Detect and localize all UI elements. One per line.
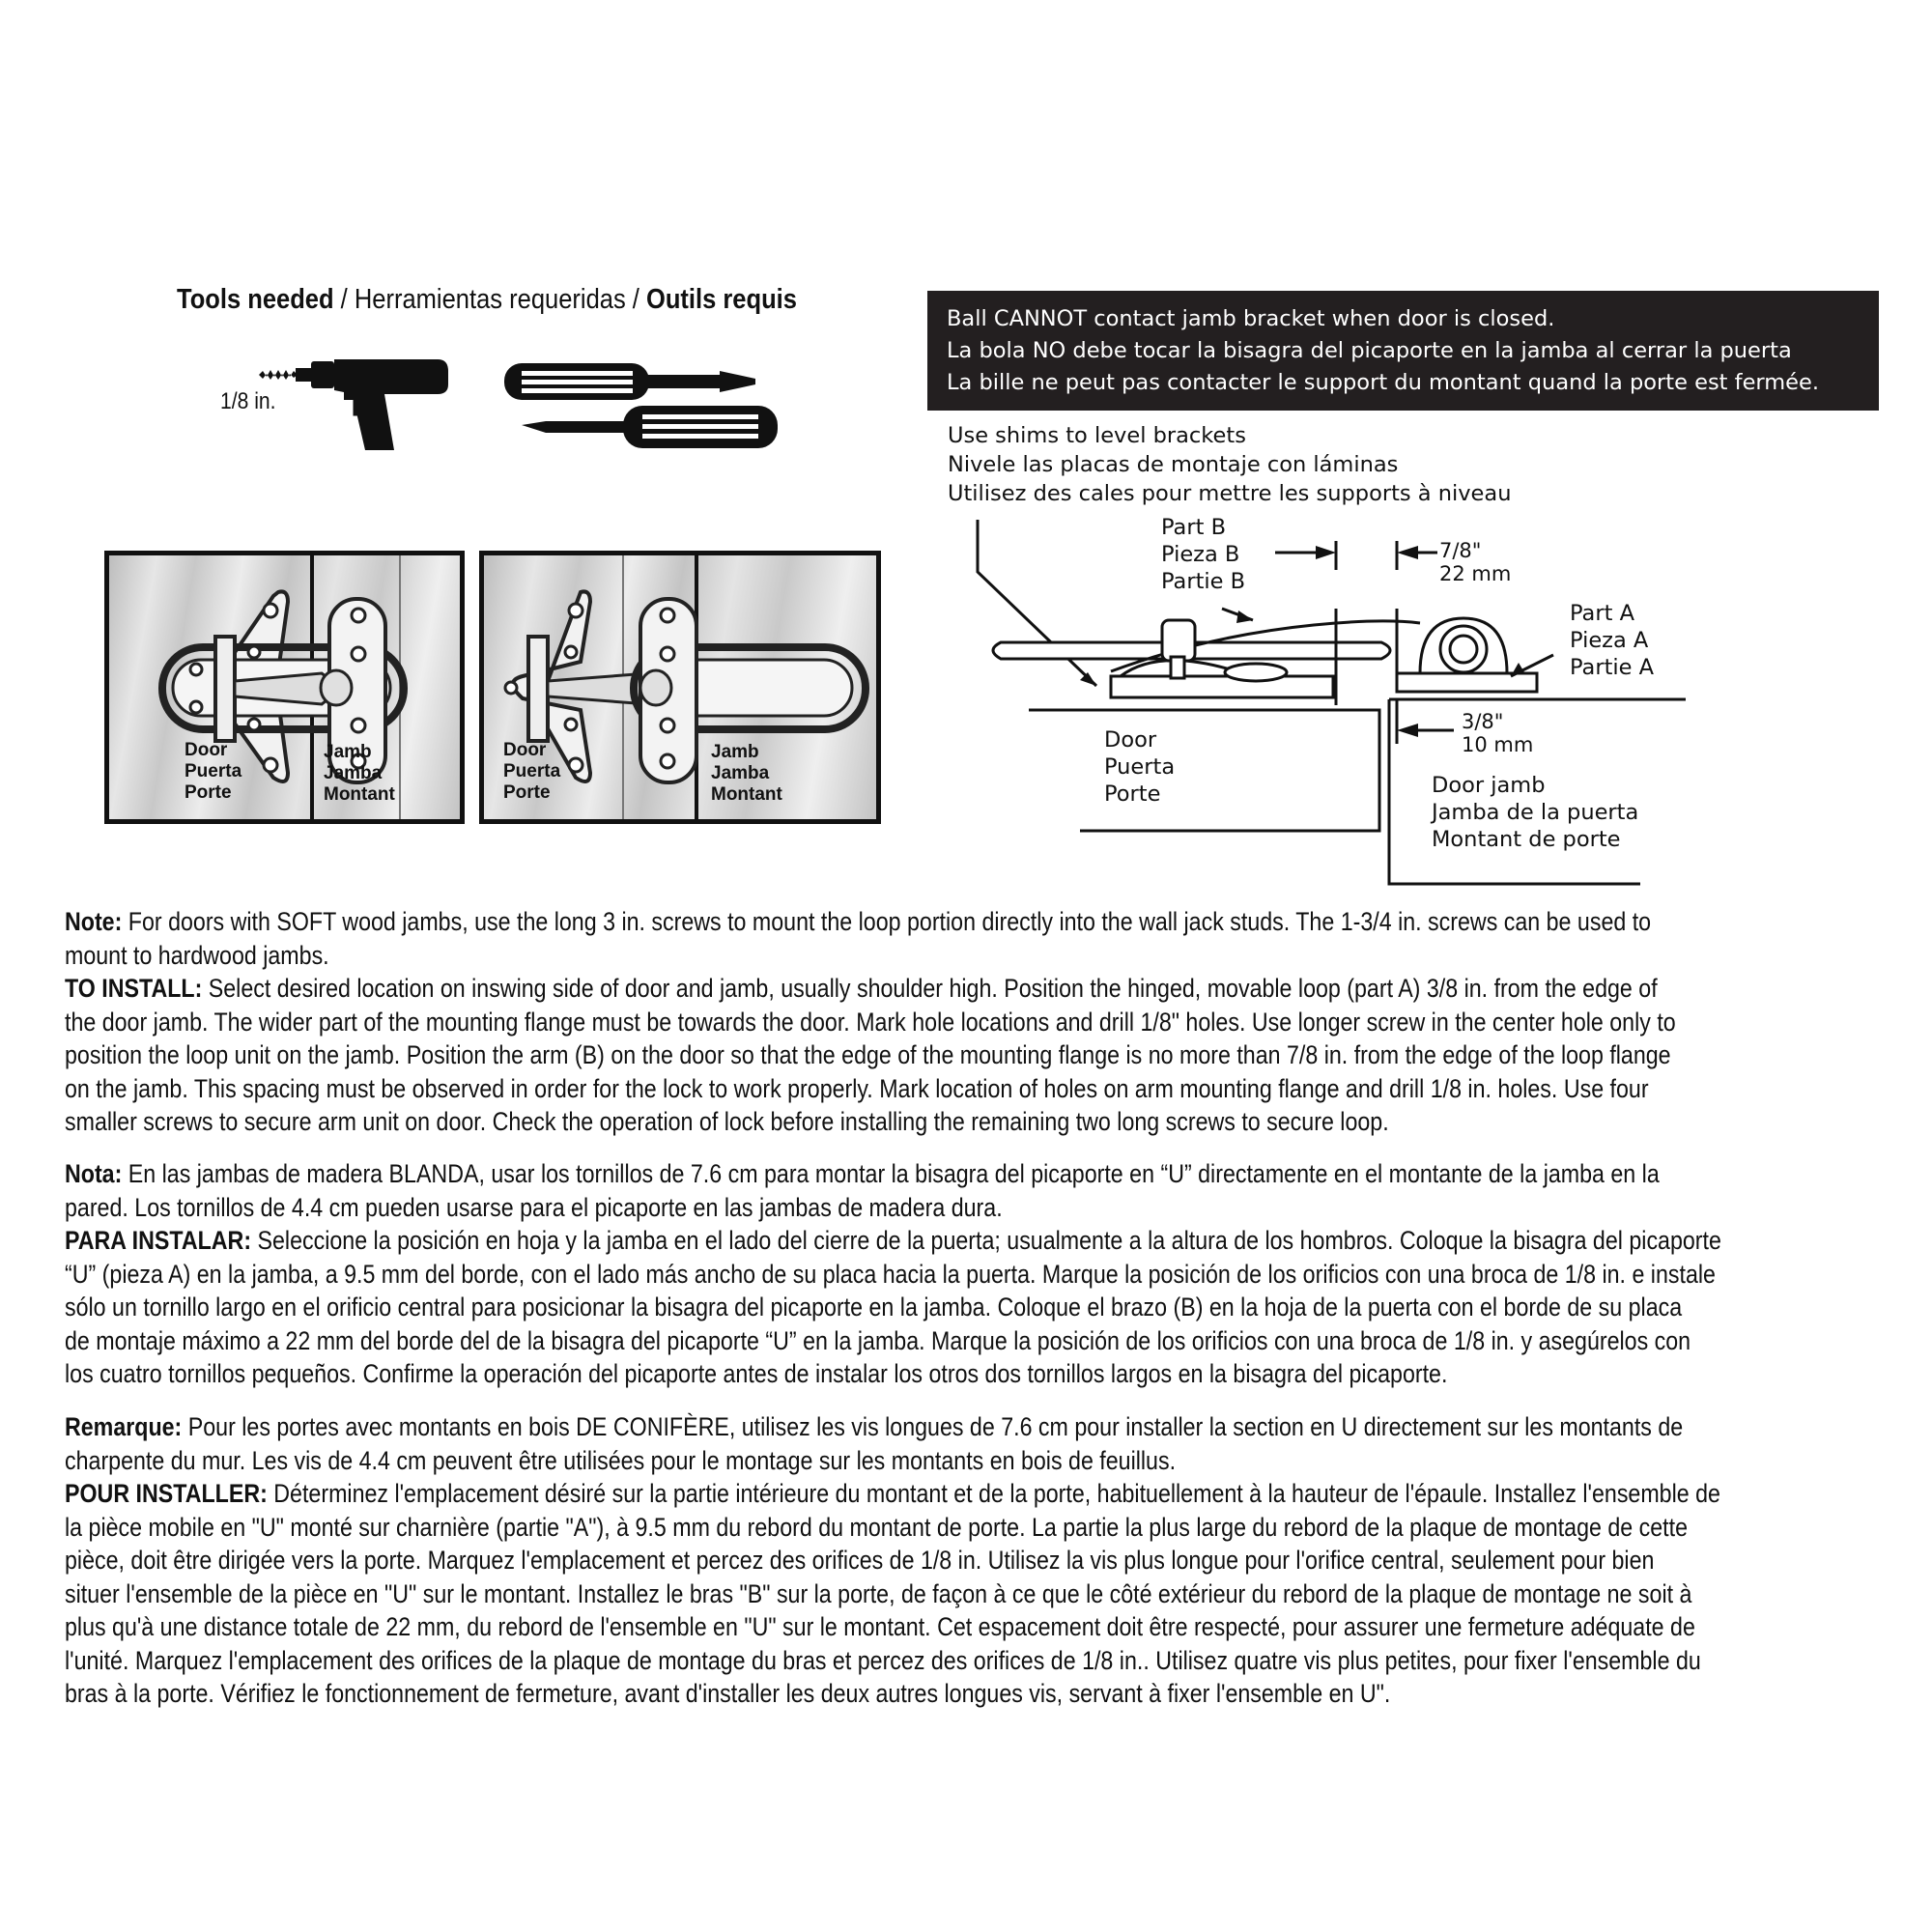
install-photo-released <box>479 551 881 824</box>
part-a-label: Part A Pieza A Partie A <box>1570 601 1655 680</box>
tools-title: Tools needed / Herramientas requeridas / Outils requis <box>177 284 797 315</box>
drill-icon <box>259 357 452 456</box>
drill-bit-size: 1/8 in. <box>220 388 276 414</box>
door-guard-latch-icon <box>109 555 460 819</box>
door-label: Door Puerta Porte <box>503 740 561 803</box>
install-photo-engaged <box>104 551 465 824</box>
warning-line-fr: La bille ne peut pas contacter le support du montant quand la porte est fermée. <box>947 370 1820 395</box>
warning-banner <box>927 291 1879 411</box>
dimension-7-8: 7/8" 22 mm <box>1439 539 1512 585</box>
jamb-label: Jamb Jamba Montant <box>324 742 395 805</box>
screwdriver-icon <box>502 398 792 475</box>
instructions-en: Note: For doors with SOFT wood jambs, use the long 3 in. screws to mount the loop portion directly into the wall jack studs. The 1-3/4 in. screws can be used to mount to hardwood jambs. TO INSTALL: Select desired location on inswing side of door and jamb, usually shoulder high. Position the hinged, movable loop (part A) 3/8 in. from the edge of the door jamb. The wider part of the mounting flange must be towards the door. Mark hole locations and drill 1/8" holes. Use longer screw in the center hole only to position the loop unit on the jamb. Position the arm (B) on the door so that the edge of the mounting flange is no more than 7/8 in. from the edge of the loop flange on the jamb. This spacing must be observed in order for the lock to work properly. Mark location of holes on arm mounting flange and drill 1/8 in. holes. Use four smaller screws to secure arm unit on door. Check the operation of lock before installing the remaining two long screws to secure loop. <box>65 907 1676 1136</box>
door-section-label: Door Puerta Porte <box>1104 727 1176 807</box>
instructions-fr: Remarque: Pour les portes avec montants en bois DE CONIFÈRE, utilisez les vis longues de 7.6 cm pour installer la section en U directement sur les montants de charpente du mur. Les vis de 4.4 cm peuvent être utilisées pour le montage sur les montants en bois de feuillus. POUR INSTALLER: Déterminez l'emplacement désiré sur la partie intérieure du montant et de la porte, habituellement à la hauteur de l'épaule. Installez l'ensemble de la pièce mobile en "U" monté sur charnière (partie "A"), à 9.5 mm du rebord du montant de porte. La partie la plus large du rebord de la plaque de montage de cette pièce, doit être dirigée vers la porte. Marquez l'emplacement et percez des orifices de 1/8 in. Utilisez la vis plus longue pour l'orifice central, seulement pour bien situer l'ensemble de la pièce en "U" sur le montant. Installez le bras "B" sur la porte, de façon à ce que le côté extérieur du rebord de la plaque de montage ne soit à plus qu'à une distance totale de 22 mm, du rebord de l'ensemble en "U" sur le montant. Cet espacement doit être respecté, pour assurer une fermeture adéquate de l'unité. Marquez l'emplacement des orifices de la plaque de montage du bras et percez des orifices de 1/8 in.. Utilisez quatre vis plus petites, pour fixer l'ensemble du bras à la porte. Vérifiez le fonctionnement de fermeture, avant d'installer les deux autres longues vis, servant à fixer l'ensemble en U". <box>65 1412 1720 1708</box>
instructions-es: Nota: En las jambas de madera BLANDA, usar los tornillos de 7.6 cm para montar la bisagra del picaporte en “U” directamente en el montante de la jamba en la pared. Los tornillos de 4.4 cm pueden usarse para el picaporte en las jambas de madera dura. PARA INSTALAR: Seleccione la posición en hoja y la jamba en el lado del cierre de la puerta; usualmente a la altura de los hombros. Coloque la bisagra del picaporte “U” (pieza A) en la jamba, a 9.5 mm del borde, con el lado más ancho de su placa hacia la puerta. Marque la posición de los orificios con una broca de 1/8 in. e instale sólo un tornillo largo en el orificio central para posicionar la bisagra del picaporte en la jamba. Coloque el brazo (B) en la hoja de la puerta con el borde de su placa de montaje máximo a 22 mm del borde del de la bisagra del picaporte “U” en la jamba. Marque la posición de los orificios con una broca de 1/8 in. y asegúrelos con los cuatro tornillos pequeños. Confirme la operación del picaporte antes de instalar los otros dos tornillos largos en la bisagra del picaporte. <box>65 1159 1721 1388</box>
warning-line-en: Ball CANNOT contact jamb bracket when door is closed. <box>947 306 1555 331</box>
jamb-label: Jamb Jamba Montant <box>711 742 782 805</box>
door-label: Door Puerta Porte <box>185 740 242 803</box>
dimension-3-8: 3/8" 10 mm <box>1462 710 1534 756</box>
part-b-label: Part B Pieza B Partie B <box>1161 515 1246 594</box>
door-jamb-section-label: Door jamb Jamba de la puerta Montant de porte <box>1432 773 1639 852</box>
warning-line-es: La bola NO debe tocar la bisagra del picaporte en la jamba al cerrar la puerta <box>947 338 1792 363</box>
shims-note: Use shims to level brackets Nivele las placas de montaje con láminas Utilisez des cales pour mettre les supports à niveau <box>948 423 1512 506</box>
